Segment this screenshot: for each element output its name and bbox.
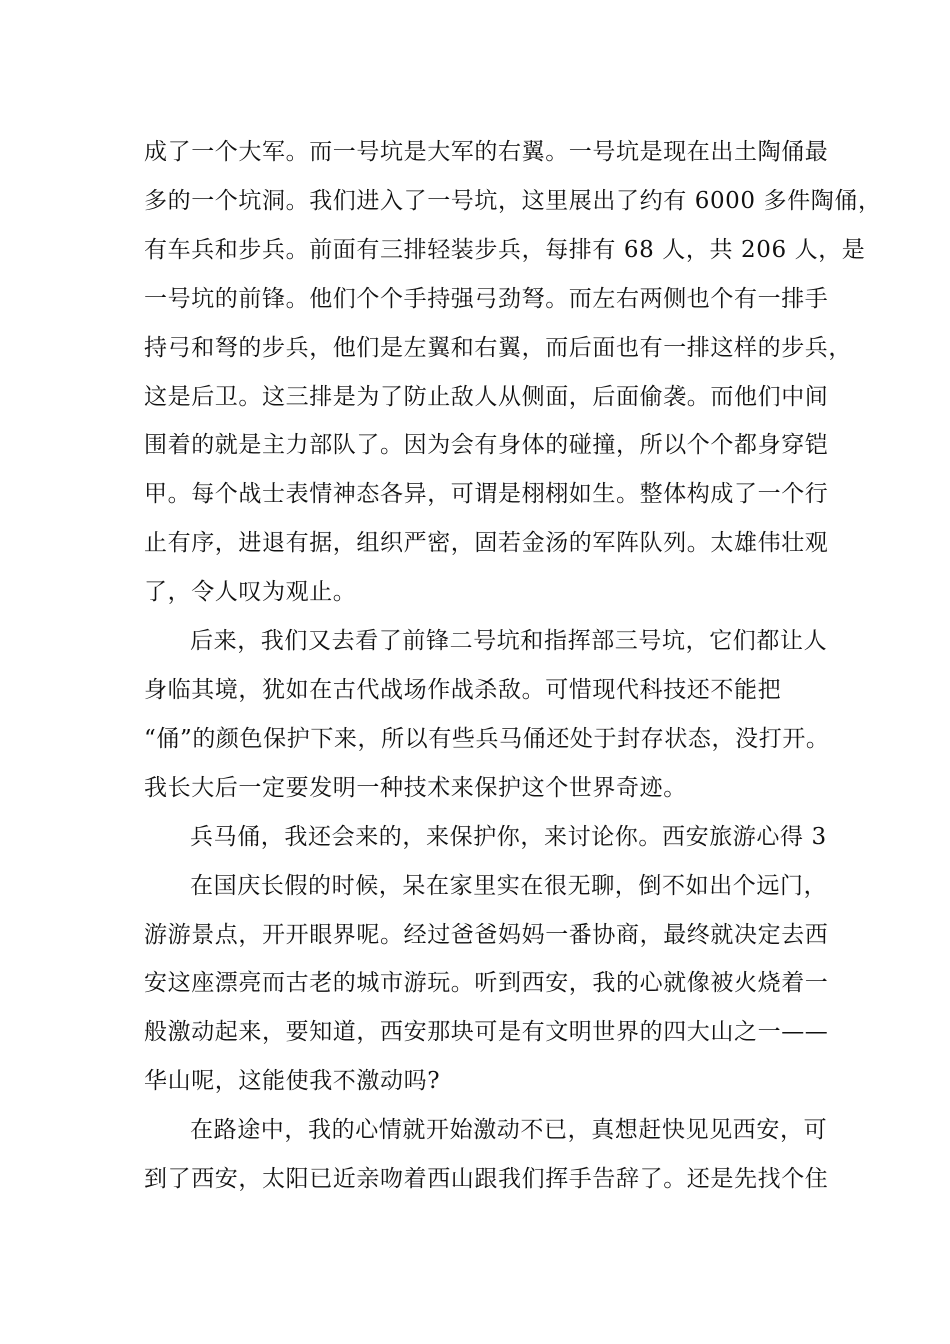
text-line: 多的一个坑洞。我们进入了一号坑，这里展出了约有 6000 多件陶俑， (144, 187, 882, 214)
text-line: 安这座漂亮而古老的城市游玩。听到西安，我的心就像被火烧着一 (144, 970, 829, 997)
paragraph-5 (144, 1106, 829, 1204)
text-line: 我长大后一定要发明一种技术来保护这个世界奇迹。 (144, 774, 687, 801)
text-line: 一号坑的前锋。他们个个手持强弓劲弩。而左右两侧也个有一排手 (144, 285, 829, 312)
text-line: 甲。每个战士表情神态各异，可谓是栩栩如生。整体构成了一个行 (144, 481, 829, 508)
text-line: 华山呢，这能使我不激动吗? (144, 1068, 441, 1095)
text-line: 到了西安，太阳已近亲吻着西山跟我们挥手告辞了。还是先找个住 (144, 1166, 829, 1193)
body-text (144, 128, 882, 1204)
text-line: 成了一个大军。而一号坑是大军的右翼。一号坑是现在出土陶俑最 (144, 139, 829, 165)
text-line: 在国庆长假的时候，呆在家里实在很无聊，倒不如出个远门， (190, 872, 828, 899)
text-line: 这是后卫。这三排是为了防止敌人从侧面，后面偷袭。而他们中间 (144, 383, 829, 410)
text-line: 游游景点，开开眼界呢。经过爸爸妈妈一番协商，最终就决定去西 (144, 921, 829, 948)
text-line: 围着的就是主力部队了。因为会有身体的碰撞，所以个个都身穿铠 (144, 432, 829, 459)
paragraph-2 (144, 617, 830, 813)
paragraph-1 (144, 128, 882, 617)
text-line: 身临其境，犹如在古代战场作战杀敌。可惜现代科技还不能把 (144, 676, 782, 703)
paragraph-3 (144, 813, 827, 862)
text-line: 在路途中，我的心情就开始激动不已，真想赶快见见西安，可 (190, 1117, 828, 1144)
text-line: 了，令人叹为观止。 (144, 579, 357, 606)
text-line: 般激动起来，要知道，西安那块可是有文明世界的四大山之一—— (144, 1019, 829, 1046)
paragraph-4 (144, 862, 829, 1107)
text-line: “俑”的颜色保护下来，所以有些兵马俑还处于封存状态，没打开。 (144, 725, 830, 752)
text-line: 有车兵和步兵。前面有三排轻装步兵，每排有 68 人，共 206 人，是 (144, 236, 866, 263)
text-line: 后来，我们又去看了前锋二号坑和指挥部三号坑，它们都让人 (190, 628, 828, 655)
text-line: 兵马俑，我还会来的，来保护你，来讨论你。西安旅游心得 3 (190, 823, 827, 850)
text-line: 止有序，进退有据，组织严密，固若金汤的军阵队列。太雄伟壮观 (144, 530, 829, 557)
text-line: 持弓和弩的步兵，他们是左翼和右翼，而后面也有一排这样的步兵， (144, 334, 852, 361)
